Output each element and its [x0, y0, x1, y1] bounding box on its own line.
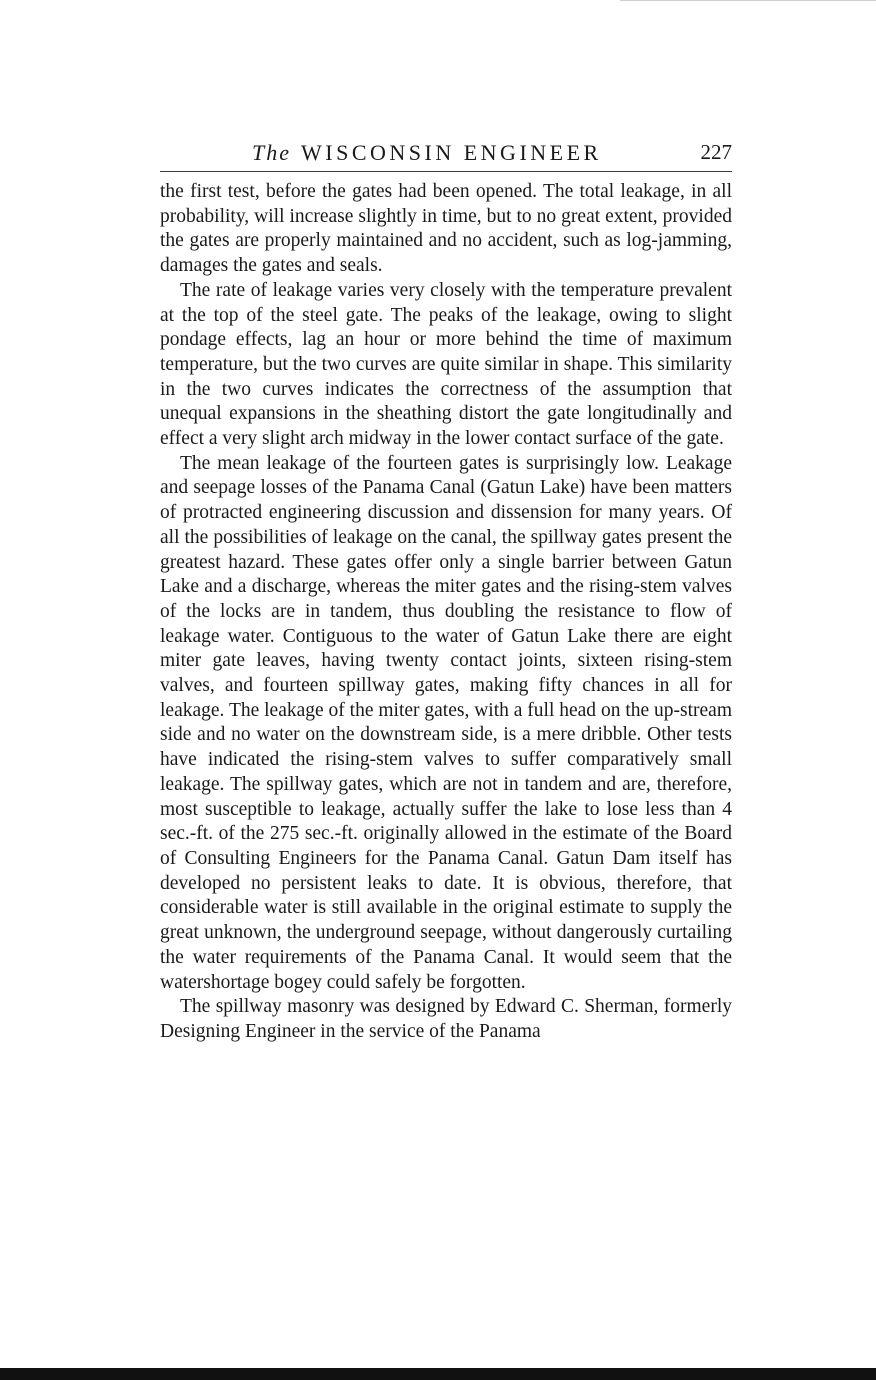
header-rule: [160, 171, 732, 172]
journal-title: [252, 140, 602, 166]
page-number: 227: [700, 140, 732, 164]
journal-title-article: The: [252, 140, 291, 165]
article-body: [160, 180, 732, 1045]
paragraph-spillway-masonry: The spillway masonry was designed by Edward C. Sherman, formerly Designing Engineer in the service of the Panama: [160, 996, 732, 1042]
paragraph-continued: the first test, before the gates had been opened. The total leakage, in all probability, will increase slightly in time, but to no great extent, provided the gates are properly maintained and no accident, such as log-jamming, damages the gates and seals.: [160, 181, 732, 277]
running-header: [160, 140, 732, 168]
journal-title-name: WISCONSIN ENGINEER: [301, 140, 602, 165]
scan-edge-line: [620, 0, 876, 1]
paragraph-mean-leakage: The mean leakage of the fourteen gates is surprisingly low. Leakage and seepage losses of the Panama Canal (Gatun Lake) have been matters of protracted engineering discussion and dissension for many years. Of all the possibilities of leakage on the canal, the spillway gates present the greatest hazard. These gates offer only a single barrier between Gatun Lake and a discharge, whereas the miter gates and the rising-stem valves of the locks are in tandem, thus doubling the resistance to flow of leakage water. Contiguous to the water of Gatun Lake there are eight miter gate leaves, having twenty contact joints, sixteen rising-stem valves, and fourteen spillway gates, making fifty chances in all for leakage. The leakage of the miter gates, with a full head on the up-stream side and no water on the downstream side, is a mere dribble. Other tests have indicated the rising-stem valves to suffer comparatively small leakage. The spillway gates, which are not in tandem and are, therefore, most susceptible to leakage, actually suffer the lake to lose less than 4 sec.-ft. of the 275 sec.-ft. originally allowed in the estimate of the Board of Consulting Engineers for the Panama Canal. Gatun Dam itself has developed no persistent leaks to date. It is obvious, therefore, that considerable water is still available in the original estimate to supply the great unknown, the underground seepage, without dangerously curtailing the water requirements of the Panama Canal. It would seem that the watershortage bogey could safely be forgotten.: [160, 452, 732, 993]
scan-bottom-edge: [0, 1368, 876, 1380]
paragraph-temperature: The rate of leakage varies very closely with the temperature prevalent at the top of the steel gate. The peaks of the leakage, owing to slight pondage effects, lag an hour or more behind the time of maximum temperature, but the two curves are quite similar in shape. This similarity in the two curves indicates the correctness of the assumption that unequal expansions in the sheathing distort the gate longitudinally and effect a very slight arch midway in the lower contact surface of the gate.: [160, 279, 732, 450]
